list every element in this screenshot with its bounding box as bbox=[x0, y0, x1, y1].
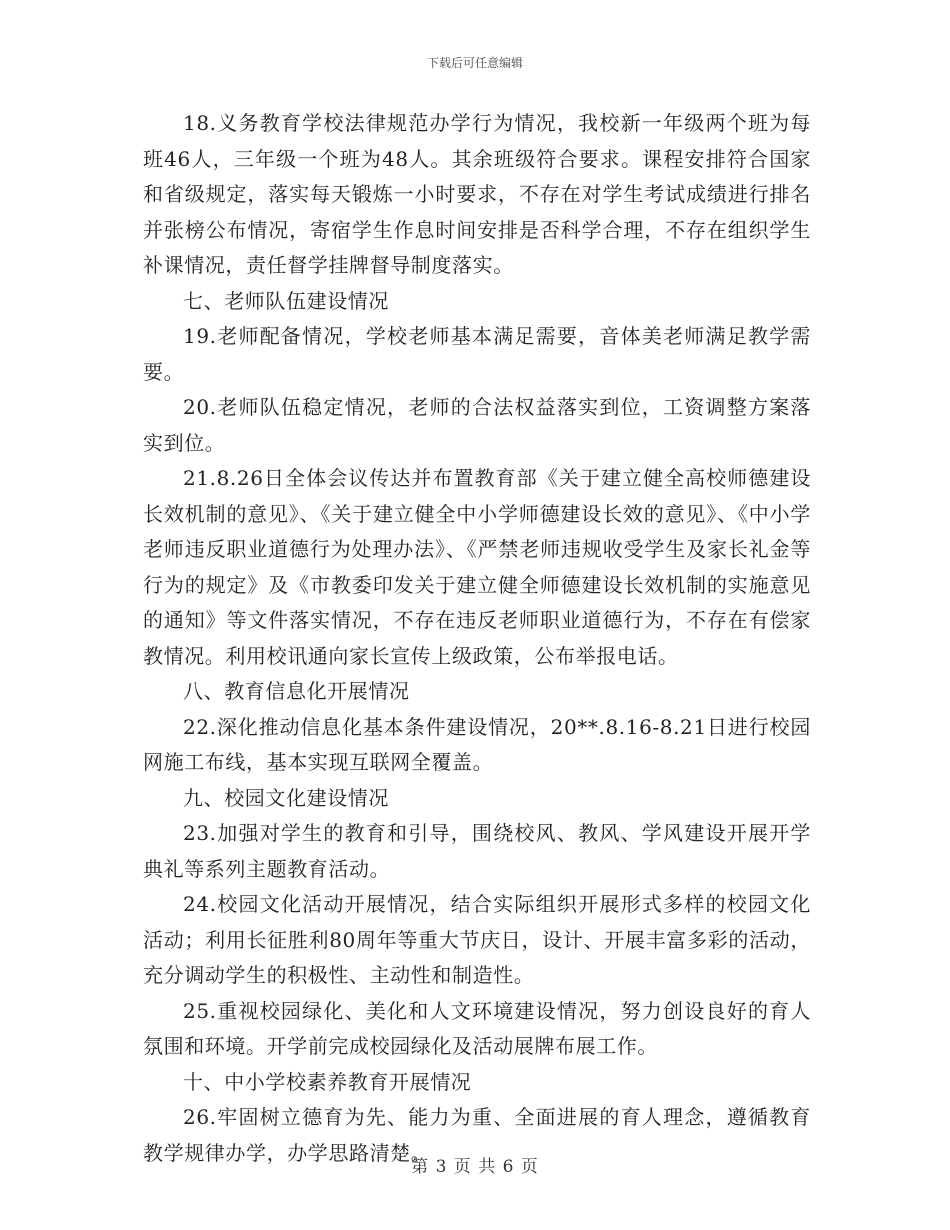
paragraph-26: 26.牢固树立德育为先、能力为重、全面进展的育人理念，遵循教育教学规律办学，办学思路清楚。 bbox=[143, 1105, 811, 1165]
section-heading-10: 十、中小学校素养教育开展情况 bbox=[183, 1069, 472, 1094]
section-heading-7: 七、老师队伍建设情况 bbox=[183, 288, 389, 313]
paragraph-20: 20.老师队伍稳定情况，老师的合法权益落实到位，工资调整方案落实到位。 bbox=[143, 395, 811, 455]
body-text bbox=[143, 106, 811, 1171]
section-heading-8: 八、教育信息化开展情况 bbox=[183, 679, 410, 703]
page-number: 第 3 页 共 6 页 bbox=[411, 1157, 539, 1177]
section-heading-9: 九、校园文化建设情况 bbox=[183, 785, 389, 810]
paragraph-21: 21.8.26日全体会议传达并布置教育部《关于建立健全高校师德建设长效机制的意见》、《关于建立健全中小学师德建设长效的意见》、《中小学老师违反职业道德行为处理办法》、《严禁老师违规收受学生及家长礼金等行为的规定》及《市教委印发关于建立健全师德建设长效机制的实施意见的通知》等文件落实情况，不存在违反老师职业道德行为，不存在有偿家教情况。利用校讯通向家长宣传上级政策，公布举报电话。 bbox=[143, 466, 811, 668]
paragraph-19: 19.老师配备情况，学校老师基本满足需要，音体美老师满足教学需要。 bbox=[143, 324, 811, 384]
paragraph-24: 24.校园文化活动开展情况，结合实际组织开展形式多样的校园文化活动；利用长征胜利80周年等重大节庆日，设计、开展丰富多彩的活动，充分调动学生的积极性、主动性和制造性。 bbox=[143, 892, 811, 987]
paragraph-23: 23.加强对学生的教育和引导，围绕校风、教风、学风建设开展开学典礼等系列主题教育活动。 bbox=[143, 821, 811, 881]
page-header: 下载后可任意编辑 bbox=[426, 56, 523, 70]
paragraph-18: 18.义务教育学校法律规范办学行为情况，我校新一年级两个班为每班46人，三年级一个班为48人。其余班级符合要求。课程安排符合国家和省级规定，落实每天锻炼一小时要求，不存在对学生考试成绩进行排名并张榜公布情况，寄宿学生作息时间安排是否科学合理，不存在组织学生补课情况，责任督学挂牌督导制度落实。 bbox=[143, 111, 811, 277]
paragraph-22: 22.深化推动信息化基本条件建设情况，20**.8.16-8.21日进行校园网施工布线，基本实现互联网全覆盖。 bbox=[143, 714, 811, 774]
paragraph-25: 25.重视校园绿化、美化和人文环境建设情况，努力创设良好的育人氛围和环境。开学前完成校园绿化及活动展牌布展工作。 bbox=[143, 998, 811, 1058]
